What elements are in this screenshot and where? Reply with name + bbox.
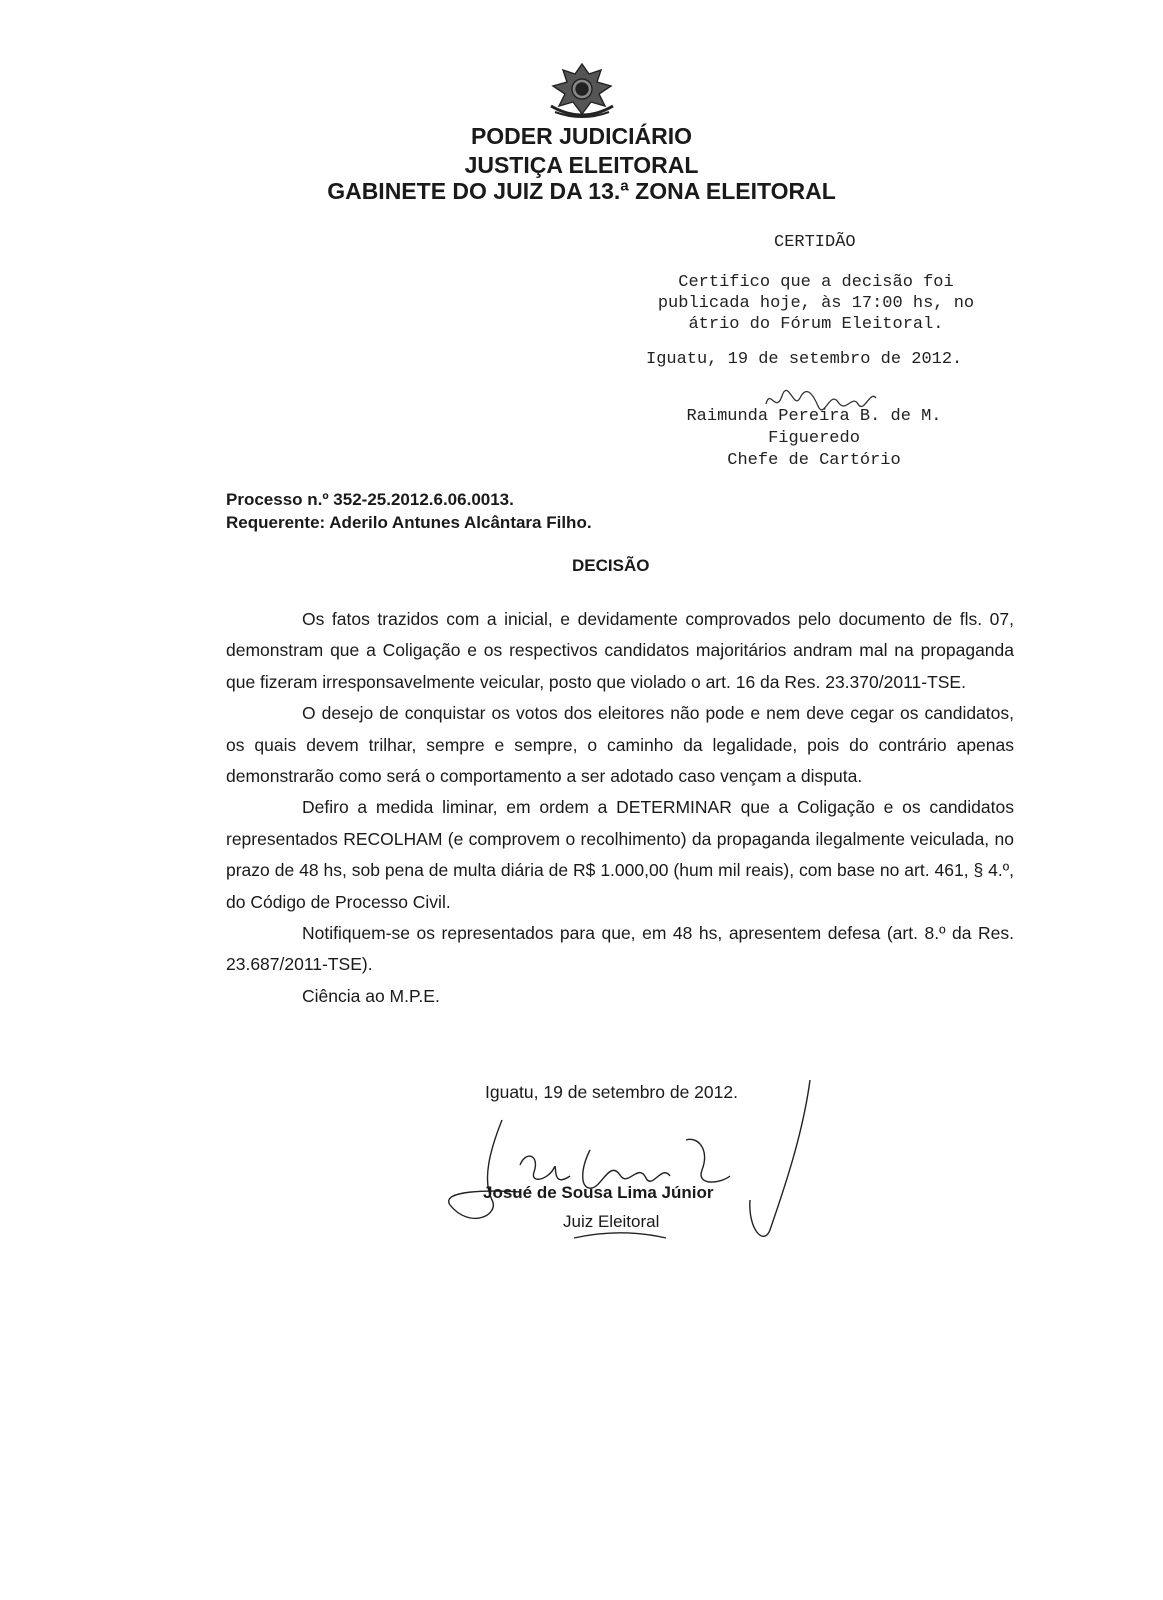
header-line-1: PODER JUDICIÁRIO: [470, 123, 693, 149]
signer-name-1: Raimunda Pereira B. de M.: [686, 407, 942, 426]
header-line-3: GABINETE DO JUIZ DA 13.ª ZONA ELEITORAL: [327, 178, 836, 204]
certidao-line: Certifico que a decisão foi: [678, 273, 954, 292]
decisao-paragraph: Defiro a medida liminar, em ordem a DETERMINAR que a Coligação e os candidatos representados RECOLHAM (e comprovem o recolhimento) da propaganda ilegalmente veiculada, no prazo de 48 hs, sob pena de multa diária de R$ 1.000,00 (hum mil reais), com base no art. 461, § 4.º, do Código de Processo Civil.: [226, 797, 1014, 912]
decisao-title: DECISÃO: [572, 556, 650, 575]
decisao-paragraph: Os fatos trazidos com a inicial, e devidamente comprovados pelo documento de fls. 07, demonstram que a Coligação e os respectivos candidatos majoritários andram mal na propaganda que fizeram irresponsavelmente veicular, posto que violado o art. 16 da Res. 23.370/2011-TSE.: [226, 609, 1014, 692]
signer-role: Chefe de Cartório: [727, 451, 901, 470]
certidao-title: CERTIDÃO: [774, 233, 856, 252]
processo-numero: Processo n.º 352-25.2012.6.06.0013.: [226, 490, 514, 509]
decisao-paragraph: Ciência ao M.P.E.: [302, 985, 440, 1006]
processo-requerente: Requerente: Aderilo Antunes Alcântara Filho.: [226, 513, 592, 532]
certidao-line: átrio do Fórum Eleitoral.: [688, 315, 944, 334]
coat-of-arms-emblem: [545, 62, 619, 120]
header-line-2: JUSTIÇA ELEITORAL: [464, 152, 699, 178]
judge-role: Juiz Eleitoral: [563, 1212, 660, 1231]
certidao-line: publicada hoje, às 17:00 hs, no: [657, 294, 975, 313]
judge-name: Josué de Sousa Lima Júnior: [483, 1183, 714, 1202]
certidao-text: [636, 272, 996, 335]
decisao-body: [226, 604, 1014, 1012]
decisao-date: Iguatu, 19 de setembro de 2012.: [485, 1082, 738, 1102]
decisao-paragraph: Notifiquem-se os representados para que, em 48 hs, apresentem defesa (art. 8.º da Res. 23.687/2011-TSE).: [226, 923, 1014, 975]
certidao-signer: [664, 406, 964, 472]
decisao-paragraph: O desejo de conquistar os votos dos eleitores não pode e nem deve cegar os candidatos, os quais devem trilhar, sempre e sempre, o caminho da legalidade, pois do contrário apenas demonstrarão como será o comportamento a ser adotado caso vençam a disputa.: [226, 703, 1014, 787]
signer-name-2: Figueredo: [768, 429, 860, 448]
certidao-date: Iguatu, 19 de setembro de 2012.: [646, 350, 963, 369]
